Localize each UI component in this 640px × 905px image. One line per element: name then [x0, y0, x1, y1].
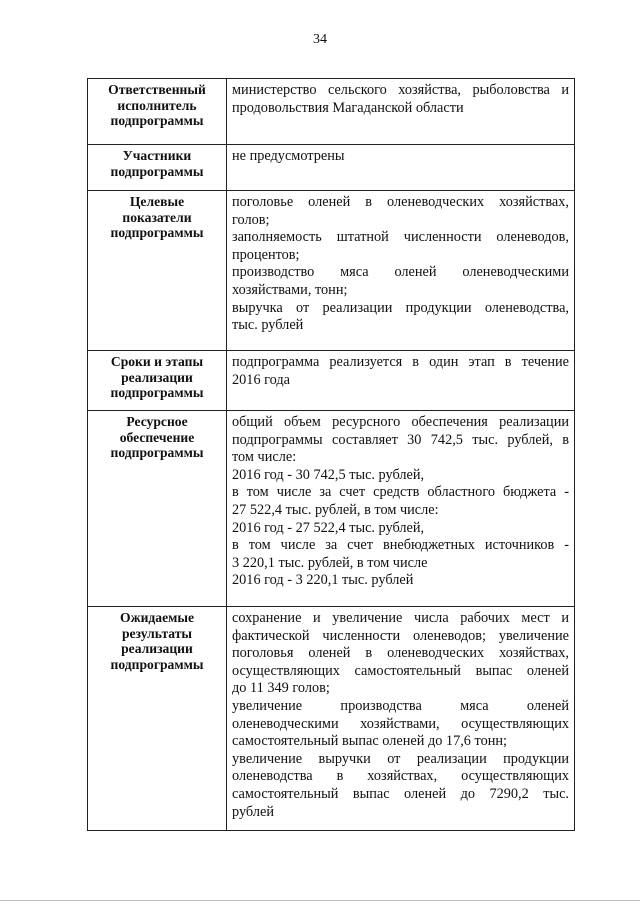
- label-line: подпрограммы: [110, 445, 204, 461]
- label-line: показатели: [122, 209, 192, 225]
- label-line: подпрограммы: [110, 163, 204, 179]
- value-line: до 11 349 голов;: [232, 680, 330, 697]
- value-line: фактической численности оленеводов; увеличение: [232, 627, 569, 644]
- value-line: оленеводства в хозяйствах, осуществляющих: [232, 768, 569, 785]
- table-row: [88, 79, 575, 145]
- value-line: том числе:: [232, 449, 297, 466]
- value-line: заполняемость штатной численности оленеводов,: [232, 229, 569, 246]
- row-value-terms-and-stages: [227, 351, 575, 411]
- label-line: Ожидаемые: [119, 610, 195, 625]
- subprogram-passport-table: [87, 78, 575, 831]
- label-line: подпрограммы: [110, 656, 204, 672]
- row-label-participants: [88, 145, 227, 191]
- value-line: хозяйствами, тонн;: [232, 281, 348, 298]
- value-line: 27 522,4 тыс. рублей, в том числе:: [232, 501, 439, 518]
- value-line: поголовье оленей в оленеводческих хозяйствах,: [232, 194, 569, 210]
- page-number: 34: [313, 32, 327, 47]
- value-line: самостоятельный выпас оленей до 17,6 тонн;: [232, 733, 508, 750]
- value-line: увеличение выручки от реализации продукции: [232, 750, 569, 767]
- row-value-responsible-executor: [227, 79, 575, 145]
- value-line: 2016 год - 30 742,5 тыс. рублей,: [232, 466, 425, 483]
- label-line: Участники: [122, 148, 192, 163]
- row-value-target-indicators: [227, 191, 575, 351]
- label-line: результаты: [121, 625, 193, 641]
- value-line: подпрограмма реализуется в один этап в течение: [232, 354, 569, 370]
- value-line: сохранение и увеличение числа рабочих мест и: [232, 610, 569, 626]
- row-label-resource-provision: [88, 411, 227, 607]
- row-value-expected-results: [227, 607, 575, 831]
- value-line: продовольствия Магаданской области: [232, 99, 464, 116]
- label-line: Ресурсное: [126, 414, 188, 429]
- value-line: 2016 год - 3 220,1 тыс. рублей: [232, 572, 414, 589]
- value-line: тыс. рублей: [232, 317, 304, 334]
- label-line: Целевые: [129, 194, 185, 209]
- label-line: Ответственный: [108, 82, 206, 97]
- label-line: реализации: [121, 641, 193, 657]
- table-row: [88, 191, 575, 351]
- row-label-expected-results: [88, 607, 227, 831]
- row-value-participants: [227, 145, 575, 191]
- value-line: 3 220,1 тыс. рублей, в том числе: [232, 554, 428, 571]
- value-line: поголовья оленей в оленеводческих хозяйствах,: [232, 645, 569, 662]
- label-line: подпрограммы: [110, 385, 204, 401]
- value-line: общий объем ресурсного обеспечения реализации: [232, 414, 569, 430]
- value-line: выручка от реализации продукции оленеводства,: [232, 299, 569, 316]
- value-line: увеличение производства мяса оленей: [232, 697, 569, 714]
- label-line: подпрограммы: [110, 113, 204, 129]
- row-label-target-indicators: [88, 191, 227, 351]
- value-line: в том числе за счет средств областного бюджета -: [232, 484, 569, 501]
- value-line: оленеводческими хозяйствами, осуществляющих: [232, 715, 569, 732]
- row-value-resource-provision: [227, 411, 575, 607]
- table-row: [88, 607, 575, 831]
- value-line: рублей: [232, 803, 274, 820]
- label-line: исполнитель: [117, 97, 197, 113]
- value-line: подпрограммы составляет 30 742,5 тыс. рублей, в: [232, 431, 569, 448]
- value-line: 2016 год - 27 522,4 тыс. рублей,: [232, 519, 425, 536]
- table-row: [88, 145, 575, 191]
- label-line: реализации: [121, 369, 193, 385]
- value-line: самостоятельный выпас оленей до 7290,2 тыс.: [232, 785, 569, 802]
- label-line: обеспечение: [119, 429, 195, 445]
- row-label-terms-and-stages: [88, 351, 227, 411]
- label-line: Сроки и этапы: [110, 354, 204, 369]
- scan-edge-line: [0, 900, 640, 901]
- value-line: осуществляющих самостоятельный выпас оленей: [232, 662, 569, 679]
- value-line: голов;: [232, 211, 270, 228]
- value-line: в том числе за счет внебюджетных источников -: [232, 537, 569, 554]
- value-line: министерство сельского хозяйства, рыболовства и: [232, 82, 569, 98]
- value-line: производство мяса оленей оленеводческими: [232, 264, 569, 281]
- table-row: [88, 351, 575, 411]
- row-label-responsible-executor: [88, 79, 227, 145]
- value-line: не предусмотрены: [232, 148, 345, 164]
- label-line: подпрограммы: [110, 225, 204, 241]
- value-line: 2016 года: [232, 371, 291, 388]
- value-line: процентов;: [232, 246, 300, 263]
- table-row: [88, 411, 575, 607]
